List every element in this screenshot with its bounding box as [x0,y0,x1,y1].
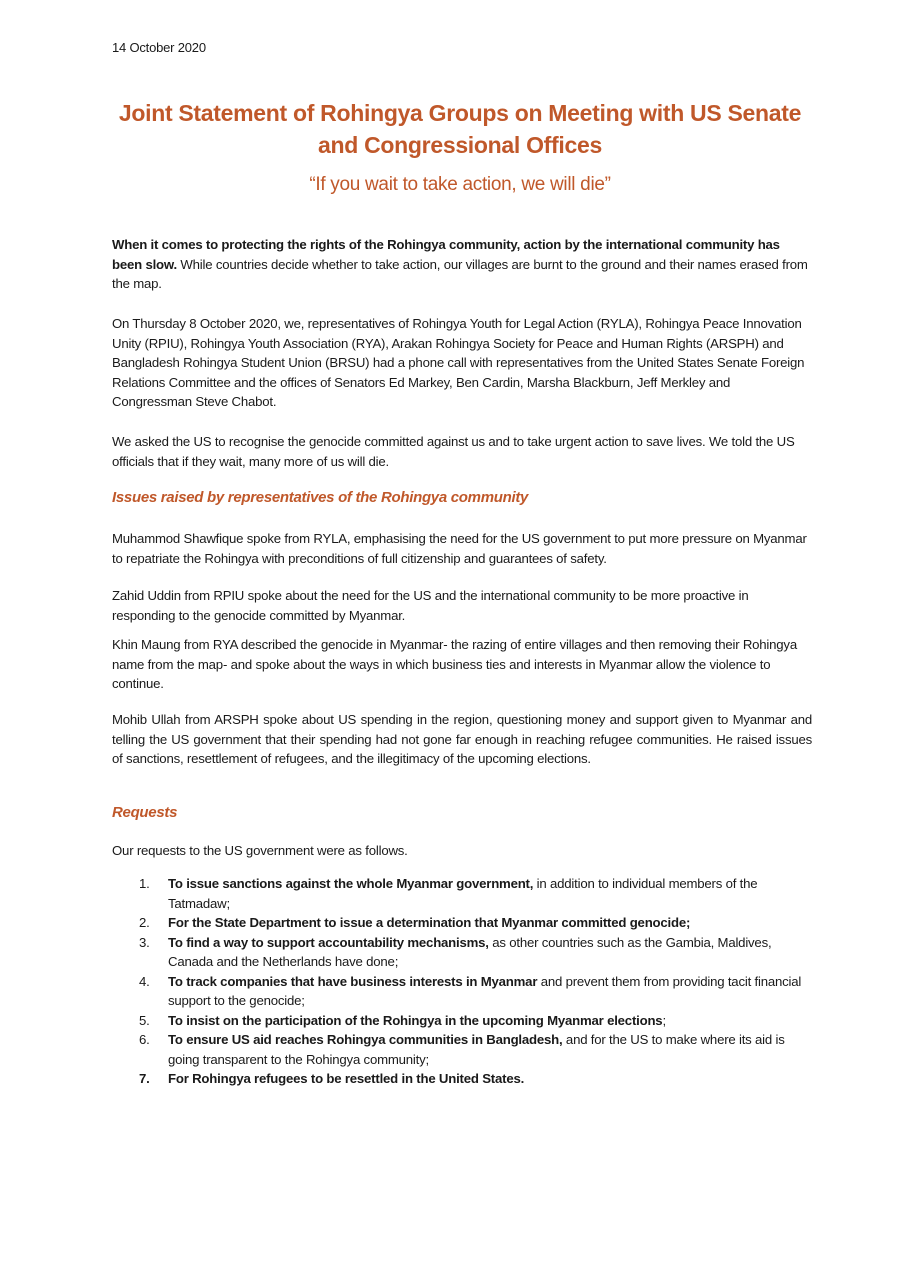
issue-paragraph-3 [112,635,812,694]
issue-text-2: Zahid Uddin from RPIU spoke about the need for the US and the international community to be more proactive in responding to the genocide committed by Myanmar. [112,588,749,623]
meeting-text: On Thursday 8 October 2020, we, representatives of Rohingya Youth for Legal Action (RYLA), Rohingya Peace Innovation Unity (RPIU), Rohingya Youth Association (RYA), Arakan Rohingya Society for Peace and Human Rights (ARSPH) and Bangladesh Rohingya Student Union (BRSU) had a phone call with representatives from the United States Senate Foreign Relations Committee and the offices of Senators Ed Markey, Ben Cardin, Marsha Blackburn, Jeff Merkley and Congressman Steve Chabot. [112,316,805,409]
list-item [112,913,812,933]
request-bold: To find a way to support accountability mechanisms, [168,934,489,950]
requests-intro [112,841,812,861]
request-bold: To ensure US aid reaches Rohingya communities in Bangladesh, [168,1032,563,1047]
list-number: 2. [139,915,150,930]
list-number: 5. [139,1012,150,1028]
issue-text-4: Mohib Ullah from ARSPH spoke about US spending in the region, questioning money and support given to Myanmar and telling the US government that their spending had not gone far enough in reaching refugee communities. He raised issues of sanctions, resettlement of refugees, and the illegitimacy of the upcoming elections. [112,712,812,766]
intro-rest: While countries decide whether to take action, our villages are burnt to the ground and their names erased from the map. [112,256,808,291]
issue-text-1: Muhammod Shawfique spoke from RYLA, emphasising the need for the US government to put more pressure on Myanmar to repatriate the Rohingya with preconditions of full citizenship and guarantees of safety. [112,531,807,566]
list-item [112,972,812,1011]
intro-paragraph [112,235,812,294]
page-title [100,97,820,161]
issue-paragraph-1 [112,529,812,568]
asked-paragraph [112,432,812,471]
list-number: 1. [139,876,150,891]
list-number: 7. [139,1071,150,1086]
list-item [112,1011,812,1031]
request-bold: For the State Department to issue a determination that Myanmar committed genocide; [168,915,691,930]
issues-heading: Issues raised by representatives of the Rohingya community [112,489,529,506]
list-item [112,933,812,972]
request-bold: For Rohingya refugees to be resettled in the United States. [168,1071,525,1086]
request-bold: To issue sanctions against the whole Myanmar government, [168,876,534,891]
issue-paragraph-2 [112,586,812,625]
request-rest: as other countries such as the Gambia, Maldives, Canada and the Netherlands have done; [168,934,772,969]
list-number: 6. [139,1032,150,1047]
requests-intro-text: Our requests to the US government were as follows. [112,843,408,858]
asked-text: We asked the US to recognise the genocide committed against us and to take urgent action to save lives. We told the US officials that if they wait, many more of us will die. [112,434,795,469]
request-rest: and prevent them from providing tacit financial support to the genocide; [168,973,802,1008]
issue-paragraph-4 [112,710,812,769]
subtitle-quote: “If you wait to take action, we will die” [309,174,611,195]
requests-list [112,874,812,1089]
title-line-1: Joint Statement of Rohingya Groups on Meeting with US Senate [118,100,802,126]
list-item [112,874,812,913]
list-item [112,1030,812,1069]
requests-heading: Requests [112,804,178,821]
meeting-paragraph [112,314,812,412]
request-rest: in addition to individual members of the Tatmadaw; [168,876,758,911]
list-number: 4. [139,973,150,989]
issue-text-3: Khin Maung from RYA described the genocide in Myanmar- the razing of entire villages and then removing their Rohingya name from the map- and spoke about the ways in which business ties and interests in Myanmar allow the violence to continue. [112,637,797,691]
request-bold: To track companies that have business interests in Myanmar [168,973,538,989]
list-number: 3. [139,934,150,950]
date: 14 October 2020 [112,40,206,55]
intro-bold: When it comes to protecting the rights of the Rohingya community, action by the international community has been slow. [112,237,780,272]
request-rest: ; [662,1012,666,1028]
request-bold: To insist on the participation of the Rohingya in the upcoming Myanmar elections [168,1012,663,1028]
title-line-2: and Congressional Offices [318,132,602,158]
request-rest: and for the US to make where its aid is going transparent to the Rohingya community; [168,1032,785,1067]
list-item [112,1069,812,1089]
